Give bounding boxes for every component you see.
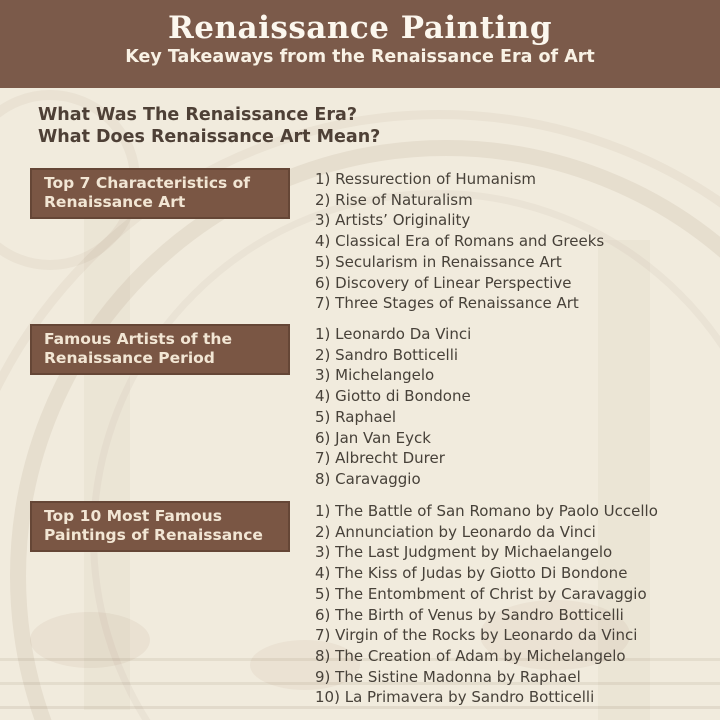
- list-item: 1) Ressurection of Humanism: [315, 170, 537, 188]
- section-label-line: Famous Artists of the: [44, 330, 232, 348]
- intro-questions: [38, 105, 380, 148]
- list-item: 4) The Kiss of Judas by Giotto Di Bondone: [315, 564, 628, 583]
- intro-question-line: What Does Renaissance Art Mean?: [38, 126, 381, 147]
- list-item: 2) Annunciation by Leonardo da Vinci: [315, 522, 596, 541]
- list-item: 2) Rise of Naturalism: [315, 190, 473, 209]
- header-banner: [0, 0, 720, 88]
- list-item: 4) Classical Era of Romans and Greeks: [315, 232, 605, 251]
- section-label-line: Paintings of Renaissance: [44, 526, 263, 544]
- list-item: 7) Virgin of the Rocks by Leonardo da Vinci: [315, 626, 638, 645]
- list-item: 3) The Last Judgment by Michaelangelo: [315, 543, 613, 562]
- list-item: 4) Giotto di Bondone: [315, 387, 471, 406]
- list-item: 3) Artists’ Originality: [315, 211, 471, 230]
- list-item: 5) Secularism in Renaissance Art: [315, 252, 562, 271]
- artists-list: [315, 324, 471, 490]
- list-item: 6) Jan Van Eyck: [315, 428, 431, 447]
- page-subtitle: Key Takeaways from the Renaissance Era of Art: [125, 47, 595, 67]
- section-label-line: Top 7 Characteristics of: [44, 174, 251, 192]
- section-label-line: Top 10 Most Famous: [44, 507, 222, 525]
- list-item: 8) Caravaggio: [315, 469, 421, 488]
- list-item: 5) The Entombment of Christ by Caravaggio: [315, 584, 647, 603]
- section-label-line: Renaissance Period: [44, 349, 215, 367]
- page-title: Renaissance Painting: [168, 10, 552, 46]
- section-label-artists: [30, 324, 290, 375]
- list-item: 9) The Sistine Madonna by Raphael: [315, 667, 581, 686]
- paintings-list: [315, 501, 658, 708]
- list-item: 5) Raphael: [315, 407, 397, 426]
- list-item: 6) The Birth of Venus by Sandro Botticelli: [315, 605, 624, 624]
- list-item: 8) The Creation of Adam by Michelangelo: [315, 646, 626, 665]
- list-item: 3) Michelangelo: [315, 366, 435, 385]
- section-label-line: Renaissance Art: [44, 193, 186, 211]
- section-label-paintings: [30, 501, 290, 552]
- intro-question-line: What Was The Renaissance Era?: [38, 105, 357, 125]
- section-label-characteristics: [30, 168, 290, 219]
- background-pillar: [84, 210, 130, 710]
- list-item: 7) Albrecht Durer: [315, 449, 445, 468]
- background-figures: [30, 612, 150, 668]
- list-item: 6) Discovery of Linear Perspective: [315, 273, 572, 292]
- characteristics-list: [315, 169, 604, 314]
- list-item: 10) La Primavera by Sandro Botticelli: [315, 688, 595, 707]
- list-item: 1) The Battle of San Romano by Paolo Uccello: [315, 502, 658, 520]
- list-item: 2) Sandro Botticelli: [315, 345, 459, 364]
- list-item: 1) Leonardo Da Vinci: [315, 325, 472, 343]
- list-item: 7) Three Stages of Renaissance Art: [315, 294, 579, 313]
